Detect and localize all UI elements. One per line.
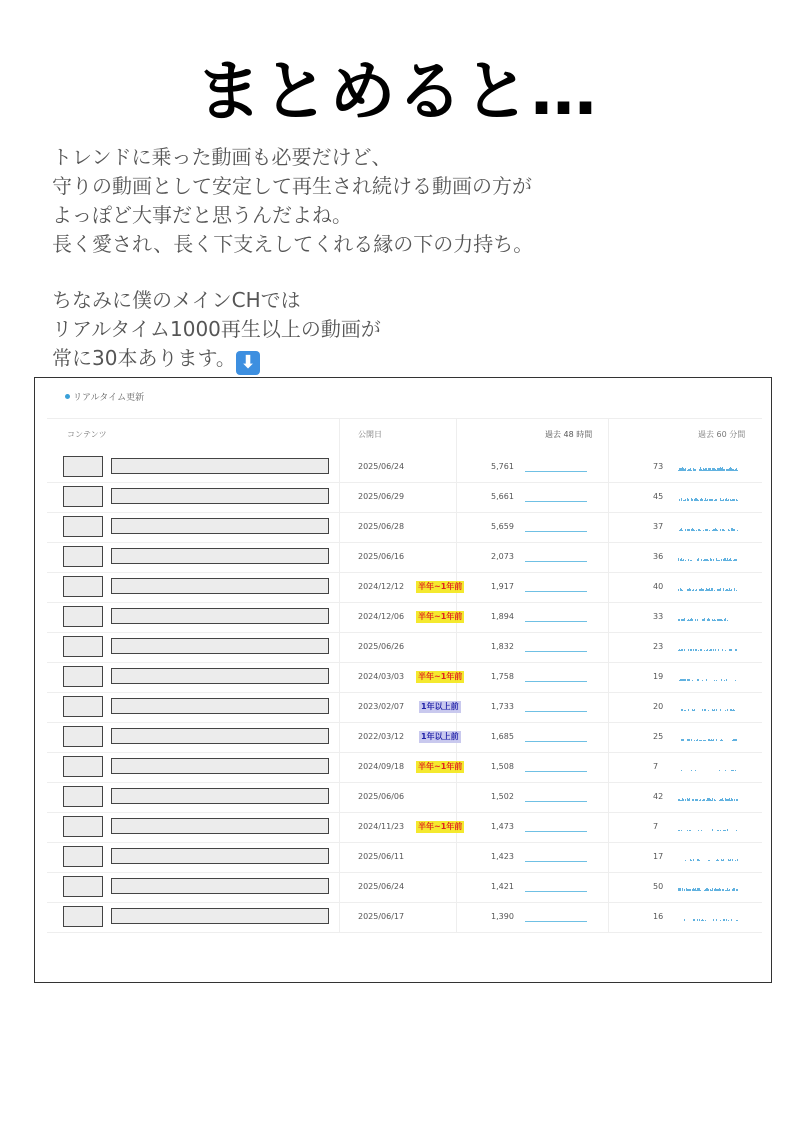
- views-48h: 5,761: [491, 462, 514, 471]
- published-date: 2023/02/07: [358, 702, 405, 711]
- views-48h: 1,733: [491, 702, 514, 711]
- sparkline-60m: [678, 795, 740, 802]
- sparkline-60m: [678, 765, 740, 772]
- video-thumbnail[interactable]: [63, 546, 103, 567]
- table-row[interactable]: [47, 512, 762, 543]
- trend-line-48h: [525, 501, 587, 502]
- published-date: 2025/06/28: [358, 522, 405, 531]
- table-row[interactable]: [47, 872, 762, 903]
- published-date: 2025/06/17: [358, 912, 405, 921]
- paragraph-line: [52, 344, 381, 375]
- video-title-redacted[interactable]: [111, 548, 329, 564]
- published-date: 2025/06/11: [358, 852, 405, 861]
- video-title-redacted[interactable]: [111, 578, 329, 594]
- video-title-redacted[interactable]: [111, 458, 329, 474]
- views-48h: 1,894: [491, 612, 514, 621]
- views-48h: 1,390: [491, 912, 514, 921]
- trend-line-48h: [525, 651, 587, 652]
- sparkline-60m: [678, 735, 740, 742]
- table-row[interactable]: [47, 662, 762, 693]
- published-date: 2024/12/06: [358, 612, 405, 621]
- views-60m: 7: [653, 762, 659, 771]
- views-60m: 16: [653, 912, 664, 921]
- sparkline-60m: [678, 675, 740, 682]
- views-60m: 37: [653, 522, 664, 531]
- sparkline-60m: [678, 855, 740, 862]
- views-60m: 23: [653, 642, 664, 651]
- views-60m: 42: [653, 792, 664, 801]
- views-60m: 73: [653, 462, 664, 471]
- paragraph-2: [52, 286, 381, 375]
- video-thumbnail[interactable]: [63, 456, 103, 477]
- video-thumbnail[interactable]: [63, 906, 103, 927]
- table-row[interactable]: [47, 602, 762, 633]
- trend-line-48h: [525, 681, 587, 682]
- trend-line-48h: [525, 471, 587, 472]
- sparkline-60m: [678, 915, 740, 922]
- paragraph-line: よっぽど大事だと思うんだよね。: [52, 203, 352, 227]
- video-title-redacted[interactable]: [111, 728, 329, 744]
- video-thumbnail[interactable]: [63, 726, 103, 747]
- video-thumbnail[interactable]: [63, 756, 103, 777]
- table-row[interactable]: [47, 452, 762, 483]
- age-tag: 1年以上前: [421, 702, 459, 711]
- published-date: 2025/06/29: [358, 492, 405, 501]
- sparkline-60m: [678, 585, 740, 592]
- table-row[interactable]: [47, 782, 762, 813]
- views-60m: 19: [653, 672, 664, 681]
- video-title-redacted[interactable]: [111, 788, 329, 804]
- down-arrow-icon: ⬇: [236, 351, 260, 375]
- video-thumbnail[interactable]: [63, 666, 103, 687]
- sparkline-60m: [678, 495, 740, 502]
- age-tag: 半年~1年前: [418, 582, 463, 591]
- published-date: 2022/03/12: [358, 732, 405, 741]
- video-thumbnail[interactable]: [63, 636, 103, 657]
- video-title-redacted[interactable]: [111, 668, 329, 684]
- age-tag: 半年~1年前: [418, 762, 463, 771]
- trend-line-48h: [525, 891, 587, 892]
- table-row[interactable]: [47, 692, 762, 723]
- published-date: 2025/06/26: [358, 642, 405, 651]
- views-60m: 45: [653, 492, 664, 501]
- table-row[interactable]: [47, 902, 762, 933]
- trend-line-48h: [525, 741, 587, 742]
- published-date: 2024/03/03: [358, 672, 405, 681]
- views-48h: 1,685: [491, 732, 514, 741]
- age-tag: 半年~1年前: [418, 822, 463, 831]
- views-60m: 33: [653, 612, 664, 621]
- paragraph-1: [52, 143, 533, 259]
- age-tag: 半年~1年前: [418, 672, 463, 681]
- table-row[interactable]: [47, 482, 762, 513]
- views-60m: 17: [653, 852, 664, 861]
- views-60m: 36: [653, 552, 664, 561]
- published-date: 2025/06/24: [358, 462, 405, 471]
- video-title-redacted[interactable]: [111, 818, 329, 834]
- trend-line-48h: [525, 561, 587, 562]
- video-thumbnail[interactable]: [63, 816, 103, 837]
- analytics-screenshot: [34, 377, 772, 983]
- views-48h: 1,832: [491, 642, 514, 651]
- video-thumbnail[interactable]: [63, 486, 103, 507]
- published-date: 2025/06/06: [358, 792, 405, 801]
- views-48h: 1,423: [491, 852, 514, 861]
- table-row[interactable]: [47, 542, 762, 573]
- views-48h: 1,421: [491, 882, 514, 891]
- trend-line-48h: [525, 771, 587, 772]
- views-60m: 20: [653, 702, 664, 711]
- sparkline-60m: [678, 525, 740, 532]
- trend-line-48h: [525, 531, 587, 532]
- table-row[interactable]: [47, 572, 762, 603]
- video-thumbnail[interactable]: [63, 576, 103, 597]
- table-row[interactable]: [47, 812, 762, 843]
- realtime-label-text: リアルタイム更新: [73, 393, 145, 403]
- views-48h: 2,073: [491, 552, 514, 561]
- video-title-redacted[interactable]: [111, 878, 329, 894]
- views-48h: 1,502: [491, 792, 514, 801]
- sparkline-60m: [678, 825, 740, 832]
- header-48h[interactable]: 過去 48 時間: [545, 430, 593, 439]
- views-60m: 25: [653, 732, 664, 741]
- trend-line-48h: [525, 831, 587, 832]
- header-60m[interactable]: 過去 60 分間: [698, 430, 746, 439]
- views-48h: 1,758: [491, 672, 514, 681]
- video-title-redacted[interactable]: [111, 638, 329, 654]
- trend-line-48h: [525, 621, 587, 622]
- live-dot-icon: [65, 394, 70, 399]
- sparkline-60m: [678, 465, 740, 472]
- sparkline-60m: [678, 885, 740, 892]
- sparkline-60m: [678, 615, 740, 622]
- views-48h: 5,659: [491, 522, 514, 531]
- views-60m: 50: [653, 882, 664, 891]
- video-thumbnail[interactable]: [63, 876, 103, 897]
- realtime-label: [65, 390, 144, 403]
- video-title-redacted[interactable]: [111, 518, 329, 534]
- paragraph-line: ちなみに僕のメインCHでは: [52, 288, 301, 312]
- table-row[interactable]: [47, 632, 762, 663]
- views-60m: 7: [653, 822, 659, 831]
- published-date: 2025/06/16: [358, 552, 405, 561]
- video-title-redacted[interactable]: [111, 758, 329, 774]
- video-title-redacted[interactable]: [111, 848, 329, 864]
- header-published[interactable]: 公開日: [358, 430, 382, 439]
- age-tag: 1年以上前: [421, 732, 459, 741]
- published-date: 2024/12/12: [358, 582, 405, 591]
- published-date: 2025/06/24: [358, 882, 405, 891]
- video-thumbnail[interactable]: [63, 516, 103, 537]
- views-60m: 40: [653, 582, 664, 591]
- paragraph-line: リアルタイム1000再生以上の動画が: [52, 317, 381, 341]
- page-title: まとめると…: [195, 53, 598, 130]
- trend-line-48h: [525, 591, 587, 592]
- table-row[interactable]: [47, 722, 762, 753]
- table-row[interactable]: [47, 752, 762, 783]
- header-content[interactable]: コンテンツ: [67, 430, 107, 439]
- video-thumbnail[interactable]: [63, 846, 103, 867]
- trend-line-48h: [525, 801, 587, 802]
- video-thumbnail[interactable]: [63, 606, 103, 627]
- video-title-redacted[interactable]: [111, 608, 329, 624]
- published-date: 2024/09/18: [358, 762, 405, 771]
- views-48h: 1,508: [491, 762, 514, 771]
- sparkline-60m: [678, 555, 740, 562]
- analytics-table: [47, 418, 762, 932]
- published-date: 2024/11/23: [358, 822, 405, 831]
- paragraph-line: 守りの動画として安定して再生され続ける動画の方が: [52, 174, 532, 198]
- sparkline-60m: [678, 705, 740, 712]
- paragraph-line: トレンドに乗った動画も必要だけど、: [52, 145, 392, 169]
- video-title-redacted[interactable]: [111, 698, 329, 714]
- views-48h: 1,473: [491, 822, 514, 831]
- video-title-redacted[interactable]: [111, 488, 329, 504]
- sparkline-60m: [678, 645, 740, 652]
- trend-line-48h: [525, 921, 587, 922]
- views-48h: 1,917: [491, 582, 514, 591]
- views-48h: 5,661: [491, 492, 514, 501]
- video-thumbnail[interactable]: [63, 786, 103, 807]
- age-tag: 半年~1年前: [418, 612, 463, 621]
- paragraph-line: 長く愛され、長く下支えしてくれる縁の下の力持ち。: [52, 232, 534, 256]
- paragraph-line-text: 常に30本あります。: [52, 346, 236, 370]
- video-title-redacted[interactable]: [111, 908, 329, 924]
- table-row[interactable]: [47, 842, 762, 873]
- trend-line-48h: [525, 861, 587, 862]
- trend-line-48h: [525, 711, 587, 712]
- video-thumbnail[interactable]: [63, 696, 103, 717]
